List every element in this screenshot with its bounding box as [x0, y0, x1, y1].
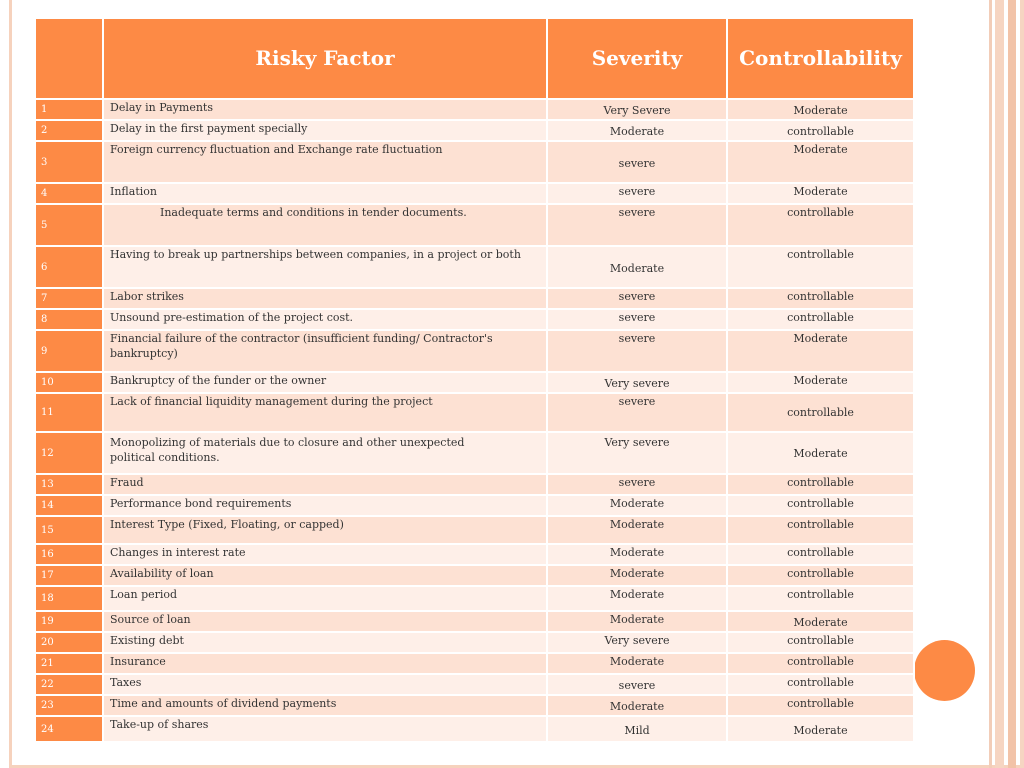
severity-cell: Very Severe [547, 99, 727, 120]
controllability-cell: Moderate [727, 330, 914, 372]
severity-cell: Moderate [547, 565, 727, 586]
severity-cell: severe [547, 330, 727, 372]
risk-factor-cell: Inadequate terms and conditions in tender documents. [160, 206, 467, 219]
controllability-cell: controllable [727, 674, 914, 695]
risk-factor-cell: Fraud [103, 474, 547, 495]
row-number: 4 [35, 183, 103, 204]
row-number: 21 [35, 653, 103, 674]
table-row [35, 695, 914, 716]
table-row [35, 674, 914, 695]
controllability-cell: Moderate [727, 183, 914, 204]
table-row [35, 495, 914, 516]
severity-cell: Moderate [547, 611, 727, 632]
risk-factor-cell: Insurance [103, 653, 547, 674]
controllability-cell: controllable [727, 495, 914, 516]
severity-cell: Moderate [547, 516, 727, 544]
severity-cell: Moderate [547, 120, 727, 141]
risk-factor-cell: Interest Type (Fixed, Floating, or capped) [103, 516, 547, 544]
severity-cell: Very severe [547, 372, 727, 393]
table-row [35, 288, 914, 309]
severity-cell: Very severe [547, 432, 727, 474]
controllability-cell: Moderate [727, 372, 914, 393]
severity-cell: severe [547, 674, 727, 695]
risk-factor-cell: Take-up of shares [103, 716, 547, 742]
table-row [35, 586, 914, 611]
row-number: 16 [35, 544, 103, 565]
controllability-cell: controllable [727, 632, 914, 653]
risk-factor-cell: Taxes [103, 674, 547, 695]
decorative-circle [914, 640, 975, 701]
risk-factor-cell: Performance bond requirements [103, 495, 547, 516]
severity-cell: severe [547, 141, 727, 183]
severity-cell: Moderate [547, 653, 727, 674]
row-number: 17 [35, 565, 103, 586]
row-number: 9 [35, 330, 103, 372]
controllability-cell: Moderate [727, 432, 914, 474]
risk-factor-cell: Delay in the first payment specially [103, 120, 547, 141]
severity-cell: Moderate [547, 246, 727, 288]
row-number: 11 [35, 393, 103, 432]
table-row [35, 516, 914, 544]
row-number: 19 [35, 611, 103, 632]
severity-cell: Moderate [547, 495, 727, 516]
controllability-cell: Moderate [727, 611, 914, 632]
row-number: 7 [35, 288, 103, 309]
row-number: 24 [35, 716, 103, 742]
table-row [35, 474, 914, 495]
risk-factor-cell: Monopolizing of materials due to closure and other unexpected political conditions. [103, 432, 547, 474]
decorative-side-stripes [984, 0, 1024, 768]
severity-cell: severe [547, 309, 727, 330]
risk-factor-cell: Source of loan [103, 611, 547, 632]
table-row [35, 372, 914, 393]
table-row [35, 120, 914, 141]
row-number: 5 [35, 204, 103, 246]
controllability-cell: controllable [727, 695, 914, 716]
severity-cell: Moderate [547, 586, 727, 611]
controllability-cell: controllable [727, 516, 914, 544]
controllability-cell: controllable [727, 653, 914, 674]
risk-factor-cell: Financial failure of the contractor (insufficient funding/ Contractor's bankruptcy) [103, 330, 547, 372]
table-row [35, 544, 914, 565]
row-number: 12 [35, 432, 103, 474]
severity-cell: Mild [547, 716, 727, 742]
row-number: 10 [35, 372, 103, 393]
row-number: 23 [35, 695, 103, 716]
table-row [35, 653, 914, 674]
row-number: 14 [35, 495, 103, 516]
table-row [35, 432, 914, 474]
controllability-cell: controllable [727, 565, 914, 586]
risk-factor-cell: Time and amounts of dividend payments [103, 695, 547, 716]
row-number: 15 [35, 516, 103, 544]
controllability-cell: controllable [727, 288, 914, 309]
risk-factor-cell: Loan period [103, 586, 547, 611]
controllability-cell: Moderate [727, 141, 914, 183]
table-row [35, 565, 914, 586]
risk-factor-cell: Changes in interest rate [103, 544, 547, 565]
table-row [35, 183, 914, 204]
table-row [35, 141, 914, 183]
row-number: 2 [35, 120, 103, 141]
table-row [35, 330, 914, 372]
table-row [35, 309, 914, 330]
risk-factor-cell: Foreign currency fluctuation and Exchange rate fluctuation [103, 141, 547, 183]
controllability-cell: controllable [727, 586, 914, 611]
row-number: 18 [35, 586, 103, 611]
header-controllability: Controllability [727, 18, 914, 99]
severity-cell: Moderate [547, 544, 727, 565]
row-number: 6 [35, 246, 103, 288]
table-row [35, 716, 914, 742]
controllability-cell: Moderate [727, 716, 914, 742]
risk-factor-cell: Bankruptcy of the funder or the owner [103, 372, 547, 393]
table-row [35, 611, 914, 632]
row-number: 8 [35, 309, 103, 330]
severity-cell: severe [547, 204, 727, 246]
risk-factor-cell: Lack of financial liquidity management during the project [103, 393, 547, 432]
table-header-row [35, 18, 914, 99]
risk-factor-cell: Unsound pre-estimation of the project cost. [103, 309, 547, 330]
header-risky-factor: Risky Factor [103, 18, 547, 99]
table-row [35, 246, 914, 288]
severity-cell: severe [547, 288, 727, 309]
table-row [35, 632, 914, 653]
controllability-cell: controllable [727, 204, 914, 246]
controllability-cell: controllable [727, 474, 914, 495]
row-number: 22 [35, 674, 103, 695]
severity-cell: severe [547, 474, 727, 495]
severity-cell: Very severe [547, 632, 727, 653]
table-row [35, 99, 914, 120]
controllability-cell: controllable [727, 120, 914, 141]
controllability-cell: controllable [727, 544, 914, 565]
risk-factor-cell: Delay in Payments [103, 99, 547, 120]
controllability-cell: controllable [727, 393, 914, 432]
table-row [35, 393, 914, 432]
header-severity: Severity [547, 18, 727, 99]
frame-left-border [9, 0, 12, 768]
risk-factor-cell: Having to break up partnerships between companies, in a project or both [103, 246, 547, 288]
risk-factor-cell: Labor strikes [103, 288, 547, 309]
risk-factor-table [34, 17, 915, 743]
header-number [35, 18, 103, 99]
severity-cell: severe [547, 183, 727, 204]
risk-factor-cell: Availability of loan [103, 565, 547, 586]
row-number: 20 [35, 632, 103, 653]
table-row [35, 204, 914, 246]
row-number: 1 [35, 99, 103, 120]
controllability-cell: controllable [727, 246, 914, 288]
risk-factor-cell: Inflation [103, 183, 547, 204]
severity-cell: Moderate [547, 695, 727, 716]
controllability-cell: Moderate [727, 99, 914, 120]
row-number: 3 [35, 141, 103, 183]
controllability-cell: controllable [727, 309, 914, 330]
risk-factor-cell: Existing debt [103, 632, 547, 653]
severity-cell: severe [547, 393, 727, 432]
row-number: 13 [35, 474, 103, 495]
